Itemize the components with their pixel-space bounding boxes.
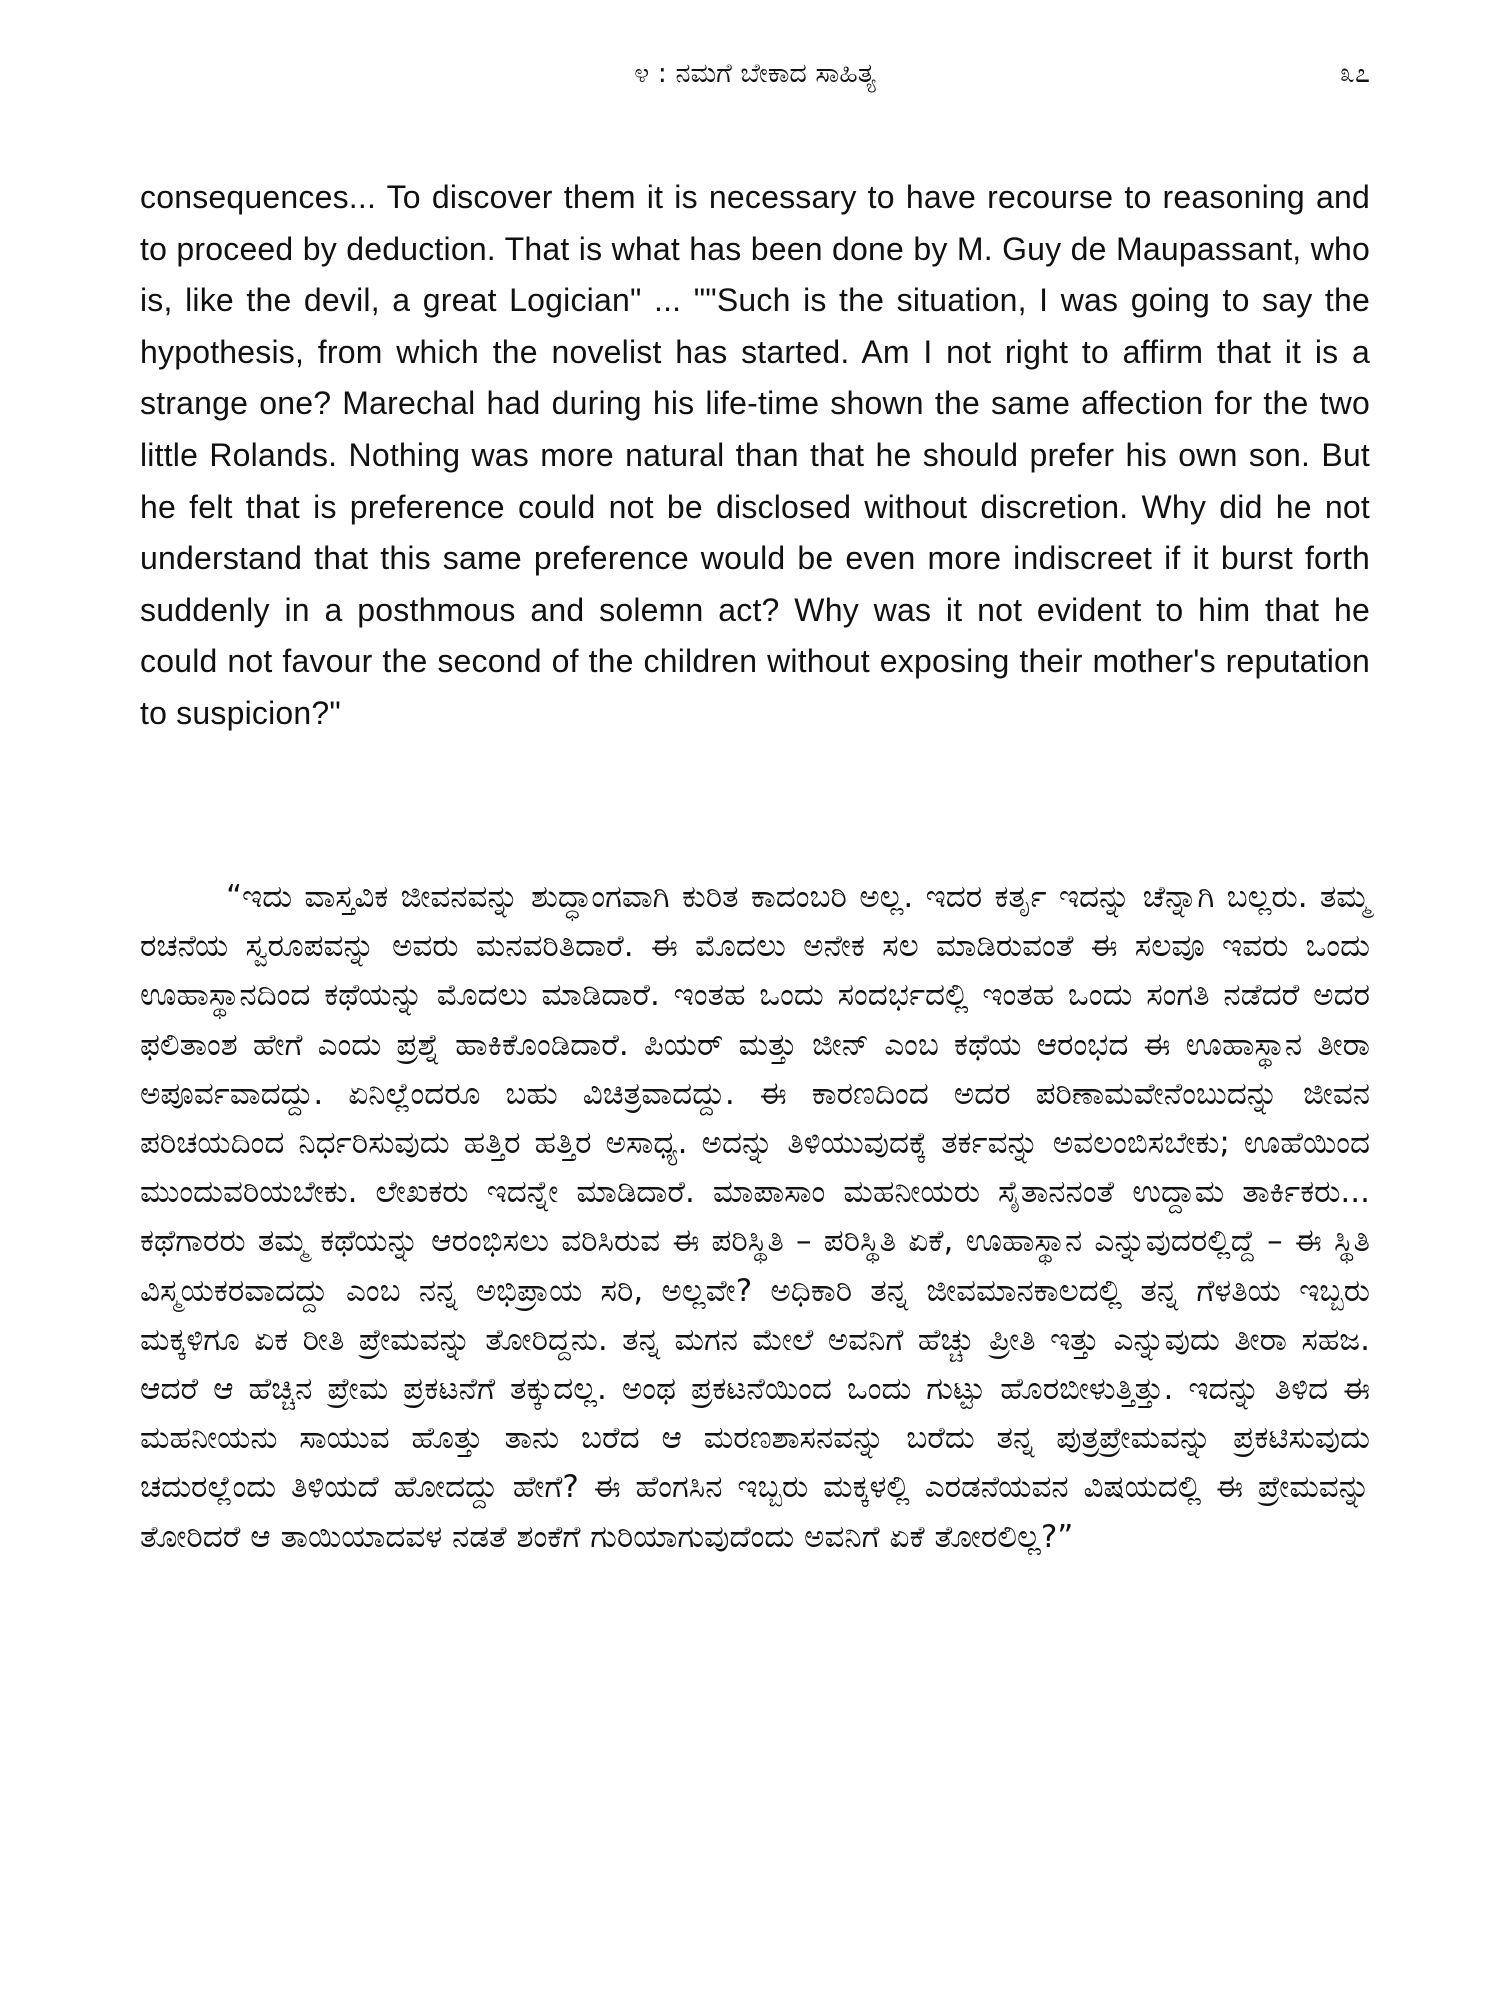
running-header [140,58,1370,102]
page-number: ೩೭ [1339,58,1370,89]
kannada-paragraph: “ಇದು ವಾಸ್ತವಿಕ ಜೀವನವನ್ನು ಶುದ್ಧಾಂಗವಾಗಿ ಕುರಿತ ಕಾದಂಬರಿ ಅಲ್ಲ. ಇದರ ಕರ್ತೃ ಇದನ್ನು ಚೆನ್ನಾಗಿ ಬಲ್ಲರು. ತಮ್ಮ ರಚನೆಯ ಸ್ವರೂಪವನ್ನು ಅವರು ಮನವರಿತಿದಾರೆ. ಈ ಮೊದಲು ಅನೇಕ ಸಲ ಮಾಡಿರುವಂತೆ ಈ ಸಲವೂ ಇವರು ಒಂದು ಊಹಾಸ್ಥಾನದಿಂದ ಕಥೆಯನ್ನು ಮೊದಲು ಮಾಡಿದಾರೆ. ಇಂತಹ ಒಂದು ಸಂದರ್ಭದಲ್ಲಿ ಇಂತಹ ಒಂದು ಸಂಗತಿ ನಡೆದರೆ ಅದರ ಫಲಿತಾಂಶ ಹೇಗೆ ಎಂದು ಪ್ರಶ್ನೆ ಹಾಕಿಕೊಂಡಿದಾರೆ. ಪಿಯರ್ ಮತ್ತು ಜೀನ್ ಎಂಬ ಕಥೆಯ ಆರಂಭದ ಈ ಊಹಾಸ್ಥಾನ ತೀರಾ ಅಪೂರ್ವವಾದದ್ದು. ಏನಿಲ್ಲೆಂದರೂ ಬಹು ವಿಚಿತ್ರವಾದದ್ದು. ಈ ಕಾರಣದಿಂದ ಅದರ ಪರಿಣಾಮವೇನೆಂಬುದನ್ನು ಜೀವನ ಪರಿಚಯದಿಂದ ನಿರ್ಧರಿಸುವುದು ಹತ್ತಿರ ಹತ್ತಿರ ಅಸಾಧ್ಯ. ಅದನ್ನು ತಿಳಿಯುವುದಕ್ಕೆ ತರ್ಕವನ್ನು ಅವಲಂಬಿಸಬೇಕು; ಊಹೆಯಿಂದ ಮುಂದುವರಿಯಬೇಕು. ಲೇಖಕರು ಇದನ್ನೇ ಮಾಡಿದಾರೆ. ಮಾಪಾಸಾಂ ಮಹನೀಯರು ಸೈತಾನನಂತೆ ಉದ್ದಾಮ ತಾರ್ಕಿಕರು... ಕಥೆಗಾರರು ತಮ್ಮ ಕಥೆಯನ್ನು ಆರಂಭಿಸಲು ವರಿಸಿರುವ ಈ ಪರಿಸ್ಥಿತಿ – ಪರಿಸ್ಥಿತಿ ಏಕೆ, ಊಹಾಸ್ಥಾನ ಎನ್ನುವುದರಲ್ಲಿದ್ದೆ – ಈ ಸ್ಥಿತಿ ವಿಸ್ಮಯಕರವಾದದ್ದು ಎಂಬ ನನ್ನ ಅಭಿಪ್ರಾಯ ಸರಿ, ಅಲ್ಲವೇ? ಅಧಿಕಾರಿ ತನ್ನ ಜೀವಮಾನಕಾಲದಲ್ಲಿ ತನ್ನ ಗೆಳತಿಯ ಇಬ್ಬರು ಮಕ್ಕಳಿಗೂ ಏಕ ರೀತಿ ಪ್ರೇಮವನ್ನು ತೋರಿದ್ದನು. ತನ್ನ ಮಗನ ಮೇಲೆ ಅವನಿಗೆ ಹೆಚ್ಚು ಪ್ರೀತಿ ಇತ್ತು ಎನ್ನುವುದು ತೀರಾ ಸಹಜ. ಆದರೆ ಆ ಹೆಚ್ಚಿನ ಪ್ರೇಮ ಪ್ರಕಟನೆಗೆ ತಕ್ಕುದಲ್ಲ. ಅಂಥ ಪ್ರಕಟನೆಯಿಂದ ಒಂದು ಗುಟ್ಟು ಹೊರಬೀಳುತ್ತಿತ್ತು. ಇದನ್ನು ತಿಳಿದ ಈ ಮಹನೀಯನು ಸಾಯುವ ಹೊತ್ತು ತಾನು ಬರೆದ ಆ ಮರಣಶಾಸನವನ್ನು ಬರೆದು ತನ್ನ ಪುತ್ರಪ್ರೇಮವನ್ನು ಪ್ರಕಟಿಸುವುದು ಚದುರಲ್ಲೆಂದು ತಿಳಿಯದೆ ಹೋದದ್ದು ಹೇಗೆ? ಈ ಹೆಂಗಸಿನ ಇಬ್ಬರು ಮಕ್ಕಳಲ್ಲಿ ಎರಡನೆಯವನ ವಿಷಯದಲ್ಲಿ ಈ ಪ್ರೇಮವನ್ನು ತೋರಿದರೆ ಆ ತಾಯಿಯಾದವಳ ನಡತೆ ಶಂಕೆಗೆ ಗುರಿಯಾಗುವುದೆಂದು ಅವನಿಗೆ ಏಕೆ ತೋರಲಿಲ್ಲ?” [140,879,1370,1555]
chapter-title: ೪ : ನಮಗೆ ಬೇಕಾದ ಸಾಹಿತ್ಯ [634,58,876,89]
english-quote-paragraph: consequences... To discover them it is necessary to have recourse to reasoning and to proceed by deduction. That is what has been done by M. Guy de Maupassant, who is, like the devil, a great Logician" ... ""Such is the situation, I was going to say the hypothesis, from which the novelist has started. Am I not right to affirm that it is a strange one? Marechal had during his life-time shown the same affection for the two little Rolands. Nothing was more natural than that he should prefer his own son. But he felt that is preference could not be disclosed without discretion. Why did he not understand that this same preference would be even more indiscreet if it burst forth suddenly in a posthmous and solemn act? Why was it not evident to him that he could not favour the second of the children without exposing their mother's reputation to suspicion?" [140,179,1370,731]
